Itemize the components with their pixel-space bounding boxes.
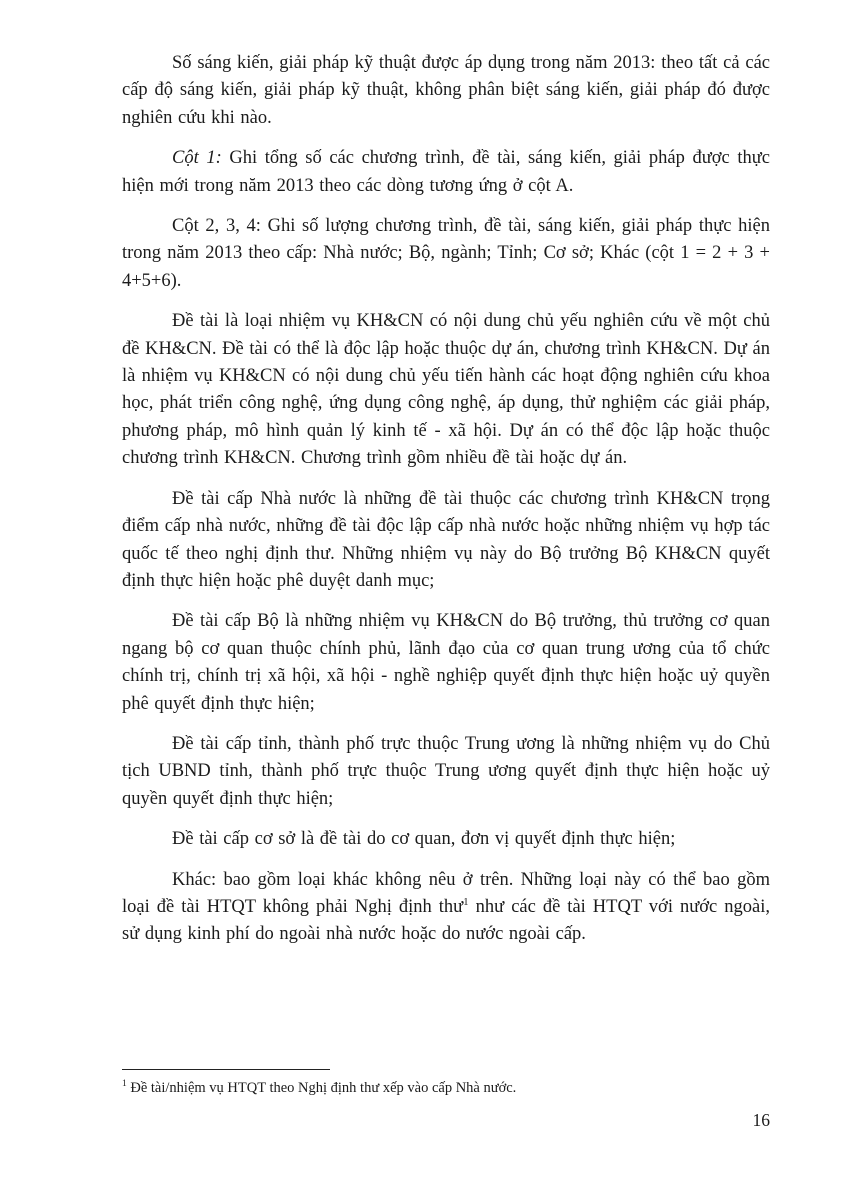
document-body xyxy=(122,50,770,962)
page-number: 16 xyxy=(752,1110,770,1130)
footnote: $^1$ Đề tài/nhiệm vụ HTQT theo Nghị định thư xếp vào cấp Nhà nước. xyxy=(122,1079,517,1096)
paragraph: Cột 2, 3, 4: Ghi số lượng chương trình, đề tài, sáng kiến, giải pháp thực hiện trong năm 2013 theo cấp: Nhà nước; Bộ, ngành; Tỉnh; Cơ sở; Khác (cột 1 = 2 + 3 + 4+5+6). xyxy=(122,216,770,291)
paragraph: Đề tài cấp cơ sở là đề tài do cơ quan, đơn vị quyết định thực hiện; xyxy=(172,829,676,850)
paragraph: Cột 1: Ghi tổng số các chương trình, đề tài, sáng kiến, giải pháp được thực hiện mới trong năm 2013 theo các dòng tương ứng ở cột A. xyxy=(122,148,771,196)
paragraph: Đề tài cấp tỉnh, thành phố trực thuộc Trung ương là những nhiệm vụ do Chủ tịch UBND tỉnh, thành phố trực thuộc Trung ương quyết định thực hiện hoặc uỷ quyền quyết định thực hiện; xyxy=(122,733,770,809)
paragraph: Khác: bao gồm loại khác không nêu ở trên. Những loại này có thể bao gồm loại đề tài HTQT không phải Nghị định thư$^1$ như các đề tài HTQT với nước ngoài, sử dụng kinh phí do ngoài nhà nước hoặc do nước ngoài cấp. xyxy=(122,869,770,945)
footnote-separator xyxy=(122,1069,330,1070)
paragraph: Đề tài cấp Bộ là những nhiệm vụ KH&CN do Bộ trưởng, thủ trưởng cơ quan ngang bộ cơ quan thuộc chính phủ, lãnh đạo của cơ quan trung ương của tổ chức chính trị, chính trị xã hội, xã hội - nghề nghiệp quyết định thực hiện hoặc uỷ quyền phê quyết định thực hiện; xyxy=(122,611,770,714)
paragraph: Đề tài cấp Nhà nước là những đề tài thuộc các chương trình KH&CN trọng điểm cấp nhà nước, những đề tài độc lập cấp nhà nước hoặc những nhiệm vụ hợp tác quốc tế theo nghị định thư. Những nhiệm vụ này do Bộ trưởng Bộ KH&CN quyết định thực hiện hoặc phê duyệt danh mục; xyxy=(122,488,770,591)
paragraph: Đề tài là loại nhiệm vụ KH&CN có nội dung chủ yếu nghiên cứu về một chủ đề KH&CN. Đề tài có thể là độc lập hoặc thuộc dự án, chương trình KH&CN. Dự án là nhiệm vụ KH&CN có nội dung chủ yếu tiến hành các hoạt động nghiên cứu khoa học, phát triển công nghệ, ứng dụng công nghệ, áp dụng, thử nghiệm các giải pháp, phương pháp, mô hình quản lý kinh tế - xã hội. Dự án có thể độc lập hoặc thuộc chương trình KH&CN. Chương trình gồm nhiều đề tài hoặc dự án. xyxy=(122,311,770,469)
footnote-reference: 1 xyxy=(463,895,469,908)
footnote-reference: 1 xyxy=(122,1079,127,1090)
paragraph: Số sáng kiến, giải pháp kỹ thuật được áp dụng trong năm 2013: theo tất cả các cấp độ sáng kiến, giải pháp kỹ thuật, không phân biệt sáng kiến, giải pháp đó được nghiên cứu khi nào. xyxy=(122,53,770,128)
